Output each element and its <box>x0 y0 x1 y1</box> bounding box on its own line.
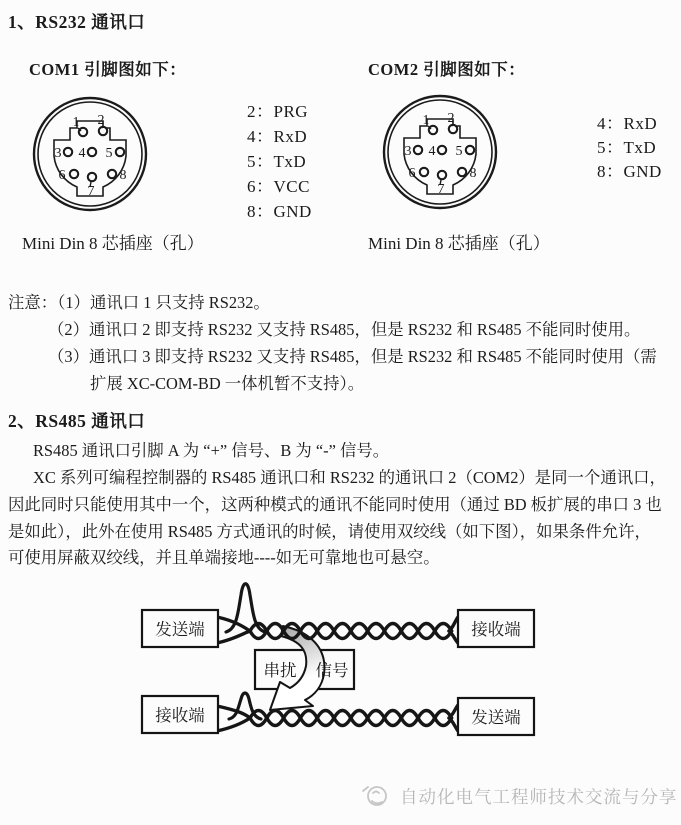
rs485-section-heading: 2、RS485 通讯口 <box>8 411 146 431</box>
receiver-box-top-label: 接收端 <box>471 620 521 639</box>
pin-label: 2：PRG <box>247 102 309 121</box>
note-line: 扩展 XC-COM-BD 一体机暂不支持）。 <box>90 374 365 393</box>
crosstalk-label-right: 信号 <box>315 661 349 680</box>
pin-number: 6 <box>408 166 416 181</box>
pin-number: 4 <box>78 146 86 161</box>
pin-number: 6 <box>58 168 66 183</box>
paragraph-line: XC 系列可编程控制器的 RS485 通讯口和 RS232 的通讯口 2（COM2）是同一个通讯口， <box>33 468 666 487</box>
note-line: （3）通讯口 3 即支持 RS232 又支持 RS485，但是 RS232 和 RS485 不能同时使用（需 <box>48 347 657 366</box>
pin-label: 5：TxD <box>597 138 657 157</box>
receiver-box-bottom-label: 接收端 <box>155 706 205 725</box>
pin-number: 3 <box>54 146 62 161</box>
crosstalk-label-left: 串扰 <box>263 661 297 680</box>
com2-pin-list <box>597 109 662 181</box>
com2-caption: Mini Din 8 芯插座（孔） <box>368 234 550 253</box>
pin-label: 5：TxD <box>247 152 307 171</box>
com1-connector-diagram <box>30 94 150 214</box>
pin-number: 2 <box>447 111 455 126</box>
pin-number: 1 <box>422 113 430 128</box>
com2-connector-diagram <box>380 92 500 212</box>
pin-number: 7 <box>437 182 445 197</box>
footer-logo-icon <box>360 782 392 810</box>
com1-caption: Mini Din 8 芯插座（孔） <box>22 234 204 253</box>
pin-label: 4：RxD <box>597 114 658 133</box>
com1-pin-list <box>247 97 312 222</box>
footer-text: 自动化电气工程师技术交流与分享 <box>400 786 678 807</box>
pin-number: 2 <box>97 113 105 128</box>
paragraph-line: 是如此），此外在使用 RS485 方式通讯的时候，请使用双绞线（如下图），如果条件允许， <box>8 522 651 541</box>
pin-label: 8：GND <box>247 202 312 221</box>
note-line: （2）通讯口 2 即支持 RS232 又支持 RS485，但是 RS232 和 RS485 不能同时使用。 <box>48 320 641 339</box>
paragraph-line: 可使用屏蔽双绞线，并且单端接地----如无可靠地也可悬空。 <box>8 548 440 567</box>
pin-label: 6：VCC <box>247 177 310 196</box>
pin-number: 8 <box>469 166 477 181</box>
footer-watermark <box>360 782 678 810</box>
pin-number: 4 <box>428 144 436 159</box>
pin-number: 3 <box>404 144 412 159</box>
rs232-section-heading: 1、RS232 通讯口 <box>8 12 146 32</box>
pin-number: 7 <box>87 184 95 199</box>
paragraph-line: RS485 通讯口引脚 A 为 “+” 信号、B 为 “-” 信号。 <box>33 441 390 460</box>
note-line: 注意：（1）通讯口 1 只支持 RS232。 <box>8 293 270 312</box>
com2-title: COM2 引脚图如下： <box>368 60 526 79</box>
paragraph-line: 因此同时只能使用其中一个，这两种模式的通讯不能同时使用（通过 BD 板扩展的串口 3 也 <box>8 495 662 514</box>
pin-number: 5 <box>105 146 113 161</box>
sender-box-bottom-label: 发送端 <box>471 708 521 727</box>
com1-title: COM1 引脚图如下： <box>29 60 187 79</box>
twisted-pair-diagram <box>0 557 681 792</box>
pin-label: 4：RxD <box>247 127 308 146</box>
pin-number: 1 <box>72 115 80 130</box>
pin-label: 8：GND <box>597 162 662 181</box>
sender-box-top-label: 发送端 <box>155 620 205 639</box>
pin-number: 8 <box>119 168 127 183</box>
pin-number: 5 <box>455 144 463 159</box>
